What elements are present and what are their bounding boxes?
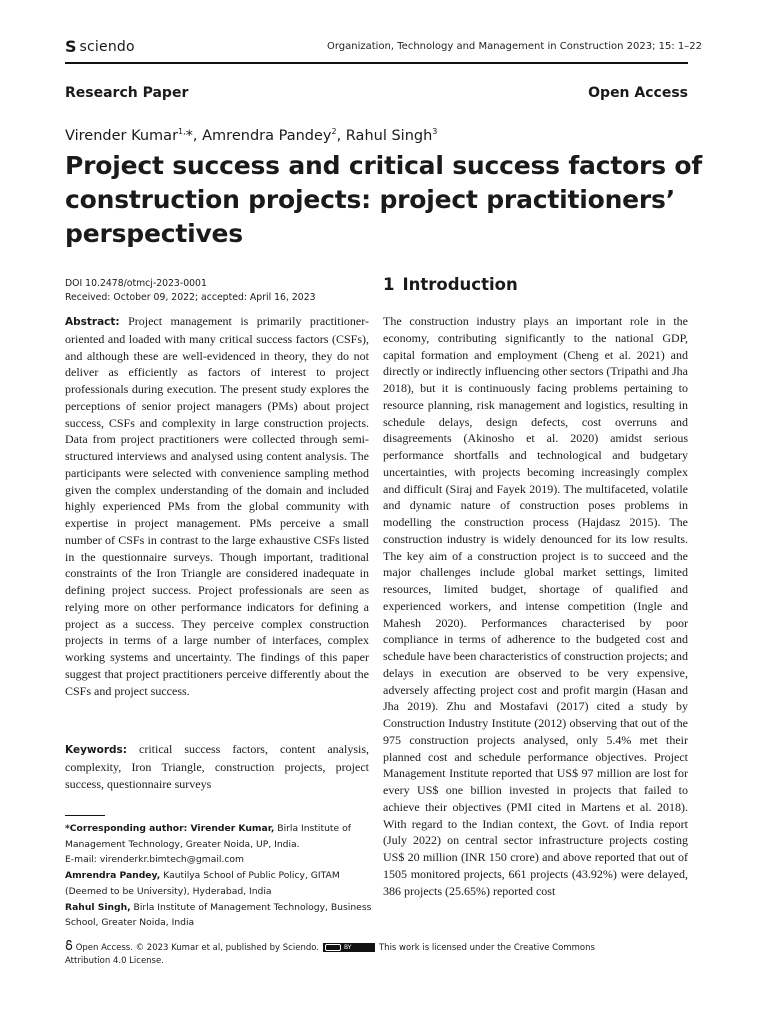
author3-note (65, 900, 375, 931)
abstract-text: Project management is primarily practitioner-oriented and loaded with many critical success factors (CSFs), and although these are well-evidenced in theory, they do not deliver as efficiently as factors of interest to project professionals during execution. The present study explores the perceptions of senior project managers (PMs) about project success, CSFs and complexity in large construction projects. Data from project practitioners were collected through semi-structured interviews and analysed using content analysis. The participants were selected with convenience sampling method given the complex understanding of the domain and included highly experienced PMs from the global community with expertise in project management. PMs perceive a small number of CSFs in contrast to the large exhaustive CSFs listed in the questionnaire surveys. Though important, traditional constraints of the Iron Triangle are considered inadequate in defining project success. Project professionals are seen as relying more on other performance indicators for defining a project as a success. They perceive complex construction projects in terms of a large number of interfaces, complex working systems and uncertainty. The findings of this paper suggest that project practitioners perceive differently about the CSFs and project success. (65, 314, 369, 698)
doi-link[interactable]: DOI 10.2478/otmcj-2023-0001 (65, 278, 207, 289)
sciendo-logo (65, 39, 135, 55)
author-name[interactable]: Rahul Singh (345, 127, 433, 144)
paper-type: Research Paper (65, 85, 189, 101)
cc-by-badge[interactable] (323, 943, 375, 952)
license-note (65, 940, 625, 968)
author-name[interactable]: Virender Kumar (65, 127, 179, 144)
author3-label: Rahul Singh, (65, 901, 131, 913)
affiliation-mark: 2 (331, 127, 337, 136)
section-title: Introduction (402, 275, 518, 294)
corresponding-author-affiliation: Birla Institute of Management Technology, Greater Noida, UP, India. (65, 823, 351, 850)
author-separator: , (336, 127, 346, 144)
corresponding-author-note (65, 821, 375, 852)
footnote-rule (65, 815, 105, 816)
author2-affiliation: Kautilya School of Public Policy, GITAM (Deemed to be University), Hyderabad, India (65, 870, 340, 897)
corresponding-mark: * (185, 127, 193, 144)
abstract-label: Abstract: (65, 316, 120, 328)
corresponding-author-label: *Corresponding author: Virender Kumar, (65, 823, 275, 834)
journal-citation: Organization, Technology and Management in Construction 2023; 15: 1–22 (326, 41, 702, 52)
section-heading (383, 275, 526, 294)
author-name[interactable]: Amrendra Pandey (202, 127, 332, 144)
paper-title: Project success and critical success factors of construction projects: project practitioners’ perspectives (65, 151, 703, 248)
header-rule (65, 62, 688, 64)
sciendo-logo-icon: S (65, 37, 77, 56)
open-access-icon (65, 943, 73, 953)
author-footnotes (65, 821, 375, 931)
license-statement[interactable]: This work is licensed under the Creative Commons Attribution 4.0 License. (65, 943, 595, 966)
author3-affiliation: Birla Institute of Management Technology, Business School, Greater Noida, India (65, 901, 372, 929)
keywords (65, 741, 369, 792)
author-separator: , (192, 127, 203, 144)
author2-note (65, 868, 375, 899)
license-copyright: Open Access. © 2023 Kumar et al, published by Sciendo. (75, 943, 319, 953)
affiliation-mark: 1, (178, 127, 186, 136)
introduction-body: The construction industry plays an important role in the economy, contributing significantly to the national GDP, capital formation and employment (Cheng et al. 2021) and directly or indirectly influencing other sectors (Tripathi and Jha 2018), but it is continuously facing problems pertaining to resource planning, risk management and logistics, resulting in schedule delays, design defects, cost overruns and disagreements (Akinosho et al. 2020) amidst serious performance shortfalls and technological and budgetary uncertainties, with projects becoming increasingly complex and difficult (Siraj and Fayek 2019). The multifaceted, volatile and dynamic nature of construction poses problems in modelling the construction process (Hajdasz 2015). The construction industry is widely denounced for its low results. The key aim of a construction project is to succeed and the major challenges include global market settings, limited resources, limited budget, shortage of qualified and experienced workers, and intense competition (Ingle and Mahesh 2020). Performances characterised by poor compliance in terms of adherence to the budgeted cost and schedule have been characteristics of construction projects; and delays in execution are observed to be very expensive, adversely affecting project cost and profit margin (Hasan and Jha 2019). Zhu and Mostafavi (2017) cited a study by Construction Industry Institute (2012) observing that out of the 975 construction projects analysed, only 5.4% met their planned cost and schedule performance objectives. Project Management Institute reported that US$ 97 million are lost for every US$ one billion invested in projects that failed to achieve their objectives (PMI cited in Martens et al. 2018). With regard to the Indian context, the Govt. of India report (July 2022) on central sector infrastructure projects costing US$ 20 million (INR 150 crore) and above reported that out of 1505 monitored projects, 661 projects (43.92%) were delayed, 386 projects (25.65%) reported cost (383, 314, 688, 898)
received-dates: Received: October 09, 2022; accepted: April 16, 2023 (65, 292, 316, 303)
abstract (65, 313, 369, 699)
sciendo-logo-text: sciendo (79, 39, 135, 55)
affiliation-mark: 3 (432, 127, 438, 136)
article-meta (65, 277, 316, 305)
author-list (65, 127, 437, 144)
author2-label: Amrendra Pandey, (65, 870, 161, 882)
author-email[interactable]: E-mail: virenderkr.bimtech@gmail.com (65, 854, 245, 866)
keywords-label: Keywords: (65, 744, 127, 756)
section-number: 1 (383, 275, 395, 294)
keywords-text: critical success factors, content analysis, complexity, Iron Triangle, construction projects, project success, questionnaire surveys (65, 742, 369, 791)
open-access-label: Open Access (588, 85, 688, 101)
